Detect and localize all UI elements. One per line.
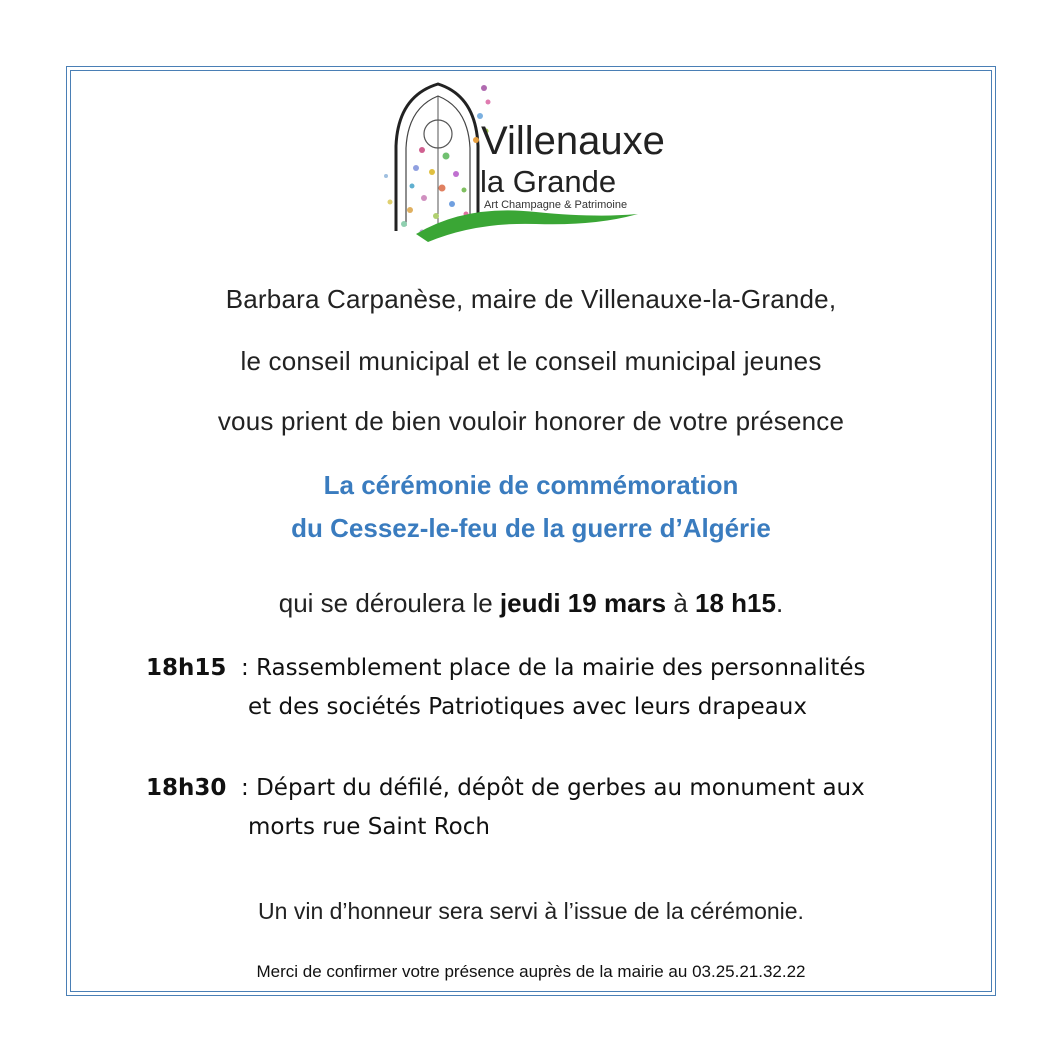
date-time: 18 h15 (695, 588, 776, 618)
event-date-line (70, 588, 992, 619)
date-prefix: qui se déroulera le (278, 588, 500, 618)
schedule-item (146, 655, 866, 681)
schedule-time: 18h15 (146, 655, 227, 681)
logo-name-line1: Villenauxe (481, 119, 665, 163)
confetti-dots (384, 85, 491, 235)
schedule-desc-line1: Rassemblement place de la mairie des personnalités (256, 655, 866, 681)
closing-line: Un vin d’honneur sera servi à l’issue de la cérémonie. (258, 898, 804, 924)
schedule-time: 18h30 (146, 775, 227, 801)
event-title-line-2: du Cessez-le-feu de la guerre d’Algérie (291, 513, 771, 543)
town-logo (376, 76, 688, 252)
schedule-item (146, 775, 865, 801)
schedule-desc-line1: Départ du défilé, dépôt de gerbes au monument aux (256, 775, 865, 801)
schedule-desc-line2: morts rue Saint Roch (248, 814, 490, 840)
green-swoosh (416, 210, 638, 242)
logo-name-line2: la Grande (480, 164, 617, 199)
rsvp-line: Merci de confirmer votre présence auprès de la mairie au 03.25.21.32.22 (256, 962, 806, 981)
event-title-line-1: La cérémonie de commémoration (323, 470, 739, 500)
intro-line-3: vous prient de bien vouloir honorer de votre présence (217, 406, 845, 436)
logo-tagline: Art Champagne & Patrimoine (484, 199, 628, 211)
date-day: jeudi 19 mars (499, 588, 667, 618)
schedule-separator: : (226, 775, 257, 801)
schedule-separator: : (226, 655, 257, 681)
intro-line-1: Barbara Carpanèse, maire de Villenauxe-la-Grande, (225, 284, 837, 314)
date-suffix: . (775, 588, 784, 618)
date-middle: à (666, 588, 696, 618)
schedule-desc-line2: et des sociétés Patriotiques avec leurs drapeaux (248, 694, 807, 720)
intro-line-2: le conseil municipal et le conseil municipal jeunes (240, 346, 822, 376)
